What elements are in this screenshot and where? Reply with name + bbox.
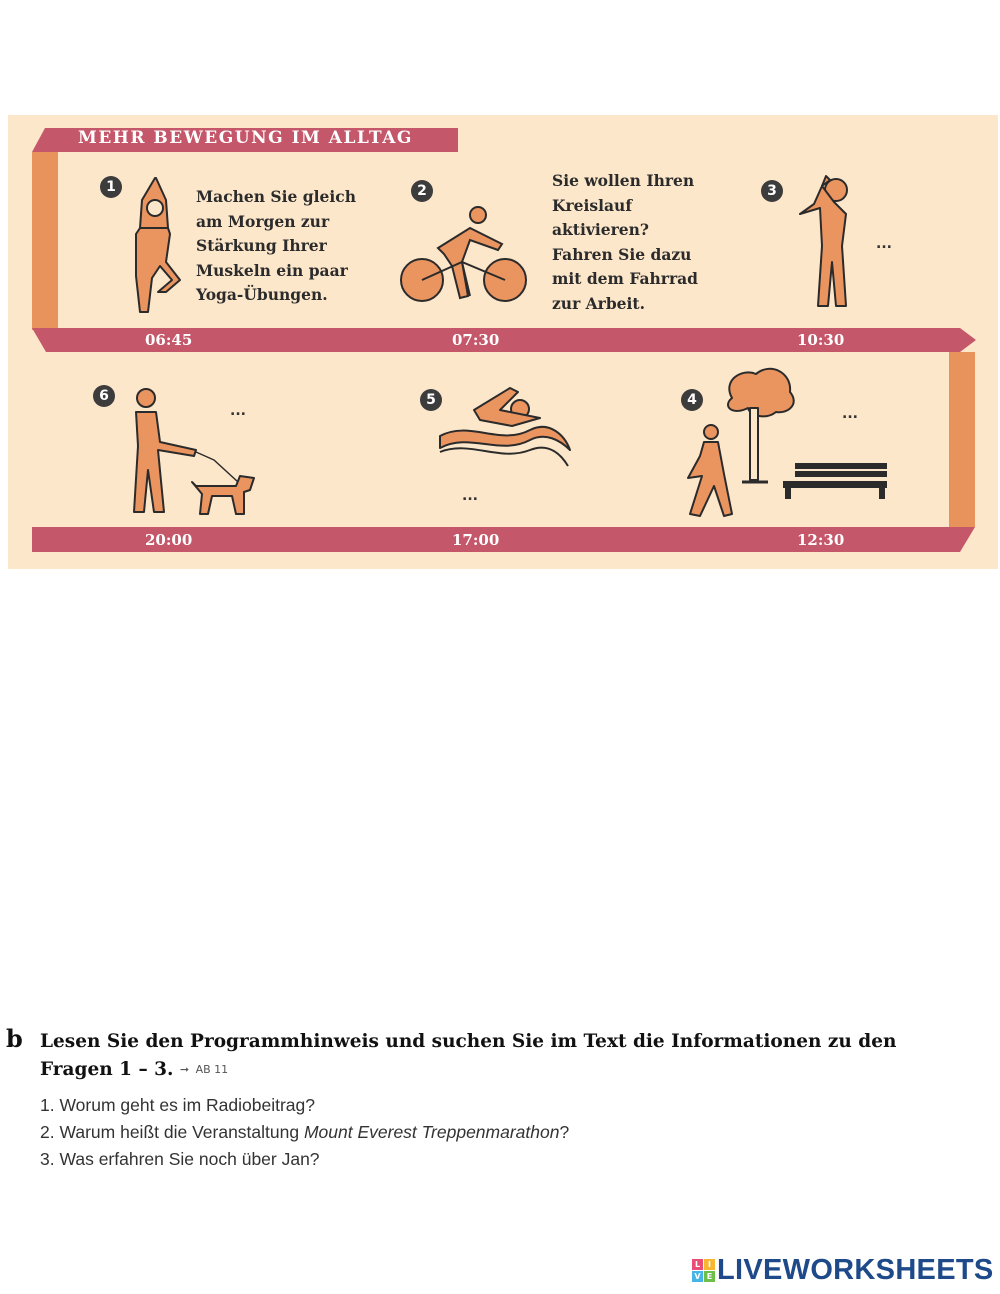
step-number-1: 1	[100, 176, 122, 198]
question-1: 1. Worum geht es im Radiobeitrag?	[40, 1095, 315, 1115]
step-number-5: 5	[420, 389, 442, 411]
step-5-text: ...	[462, 488, 478, 504]
step-6-text: ...	[230, 403, 246, 419]
question-3: 3. Was erfahren Sie noch über Jan?	[40, 1149, 320, 1169]
workbook-reference: AB 11	[195, 1063, 229, 1076]
task-line-1: Lesen Sie den Programmhinweis und suchen Sie im Text die Informationen zu den	[40, 1031, 897, 1052]
arrow-icon: ➞	[179, 1063, 190, 1076]
question-2: 2. Warum heißt die Veranstaltung Mount Everest Treppenmarathon?	[40, 1122, 570, 1142]
question-list	[40, 1092, 569, 1173]
time-label-1230: 12:30	[797, 531, 845, 549]
right-side-bar	[949, 352, 975, 527]
time-label-0645: 06:45	[145, 331, 193, 349]
infographic-artwork	[0, 0, 1000, 580]
left-side-bar	[32, 152, 58, 330]
logo-text: LIVEWORKSHEETS	[717, 1254, 994, 1286]
step-4-text: ...	[842, 406, 858, 422]
step-1-text: Machen Sie gleich am Morgen zur Stärkung Ihrer Muskeln ein paar Yoga-Übungen.	[196, 187, 356, 304]
step-number-3: 3	[761, 180, 783, 202]
time-label-0730: 07:30	[452, 331, 500, 349]
step-3-text: ...	[876, 236, 892, 252]
step-number-6: 6	[93, 385, 115, 407]
time-label-2000: 20:00	[145, 531, 193, 549]
task-line-2: Fragen 1 – 3. ➞ AB 11	[40, 1059, 229, 1080]
step-2-text: Sie wollen Ihren Kreislauf aktivieren? Fahren Sie dazu mit dem Fahrrad zur Arbeit.	[552, 171, 699, 313]
logo-mark-icon: L I V E	[692, 1259, 715, 1282]
time-label-1030: 10:30	[797, 331, 845, 349]
panel-title: MEHR BEWEGUNG IM ALLTAG	[78, 128, 413, 148]
task-instruction	[40, 1028, 900, 1084]
step-number-4: 4	[681, 389, 703, 411]
step-number-2: 2	[411, 180, 433, 202]
task-letter: b	[6, 1024, 23, 1053]
time-label-1700: 17:00	[452, 531, 500, 549]
liveworksheets-logo	[692, 1254, 994, 1287]
